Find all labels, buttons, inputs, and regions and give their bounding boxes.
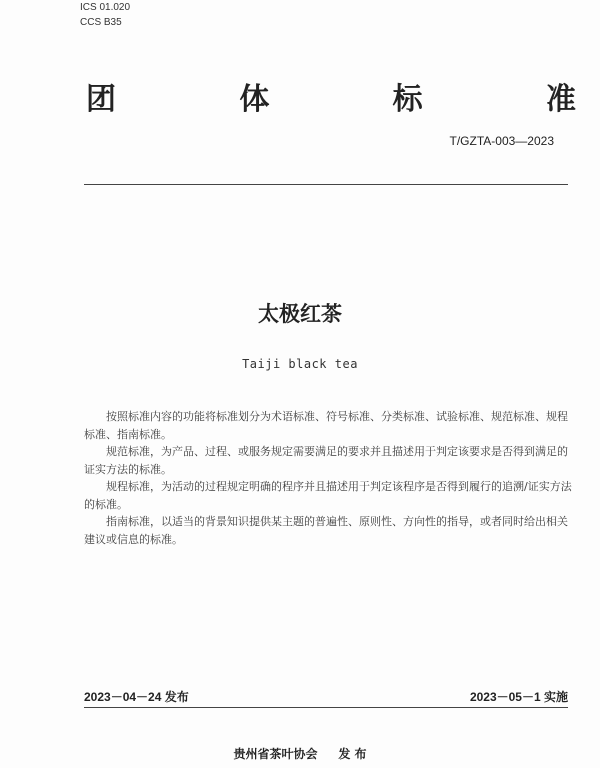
- ccs-code: CCS B35: [80, 17, 122, 28]
- body-paragraph: 按照标准内容的功能将标准划分为术语标准、符号标准、分类标准、试验标准、规范标准、规程标准、指南标准。: [84, 410, 568, 441]
- classification-codes: [80, 0, 130, 30]
- title-chinese: 太极红茶: [258, 302, 342, 326]
- standard-type-char: 准: [545, 82, 576, 117]
- body-text: [84, 408, 572, 548]
- title-english: Taiji black tea: [242, 357, 358, 371]
- standard-type-char: 团: [86, 82, 116, 117]
- ics-code: ICS 01.020: [80, 2, 131, 13]
- body-paragraph: 指南标准，以适当的背景知识提供某主题的普遍性、原则性、方向性的指导，或者同时给出相关建议或信息的标准。: [84, 515, 568, 546]
- standard-type-char: 体: [239, 82, 270, 117]
- bottom-divider: [84, 707, 568, 708]
- standard-number: T/GZTA-003—2023: [449, 134, 554, 148]
- body-paragraph: 规范标准，为产品、过程、或服务规定需要满足的要求并且描述用于判定该要求是否得到满足的证实方法的标准。: [84, 445, 568, 476]
- implement-date: 2023－05－1 实施: [469, 690, 568, 704]
- release-date: 2023－04－24 发布: [84, 690, 189, 704]
- standard-type-heading: [86, 74, 576, 118]
- publisher: 贵州省茶叶协会 发 布: [233, 747, 367, 761]
- body-paragraph: 规程标准，为活动的过程规定明确的程序并且描述用于判定该程序是否得到履行的追溯/证实方法的标准。: [84, 480, 572, 511]
- top-divider: [84, 184, 568, 185]
- standard-type-char: 标: [392, 82, 423, 117]
